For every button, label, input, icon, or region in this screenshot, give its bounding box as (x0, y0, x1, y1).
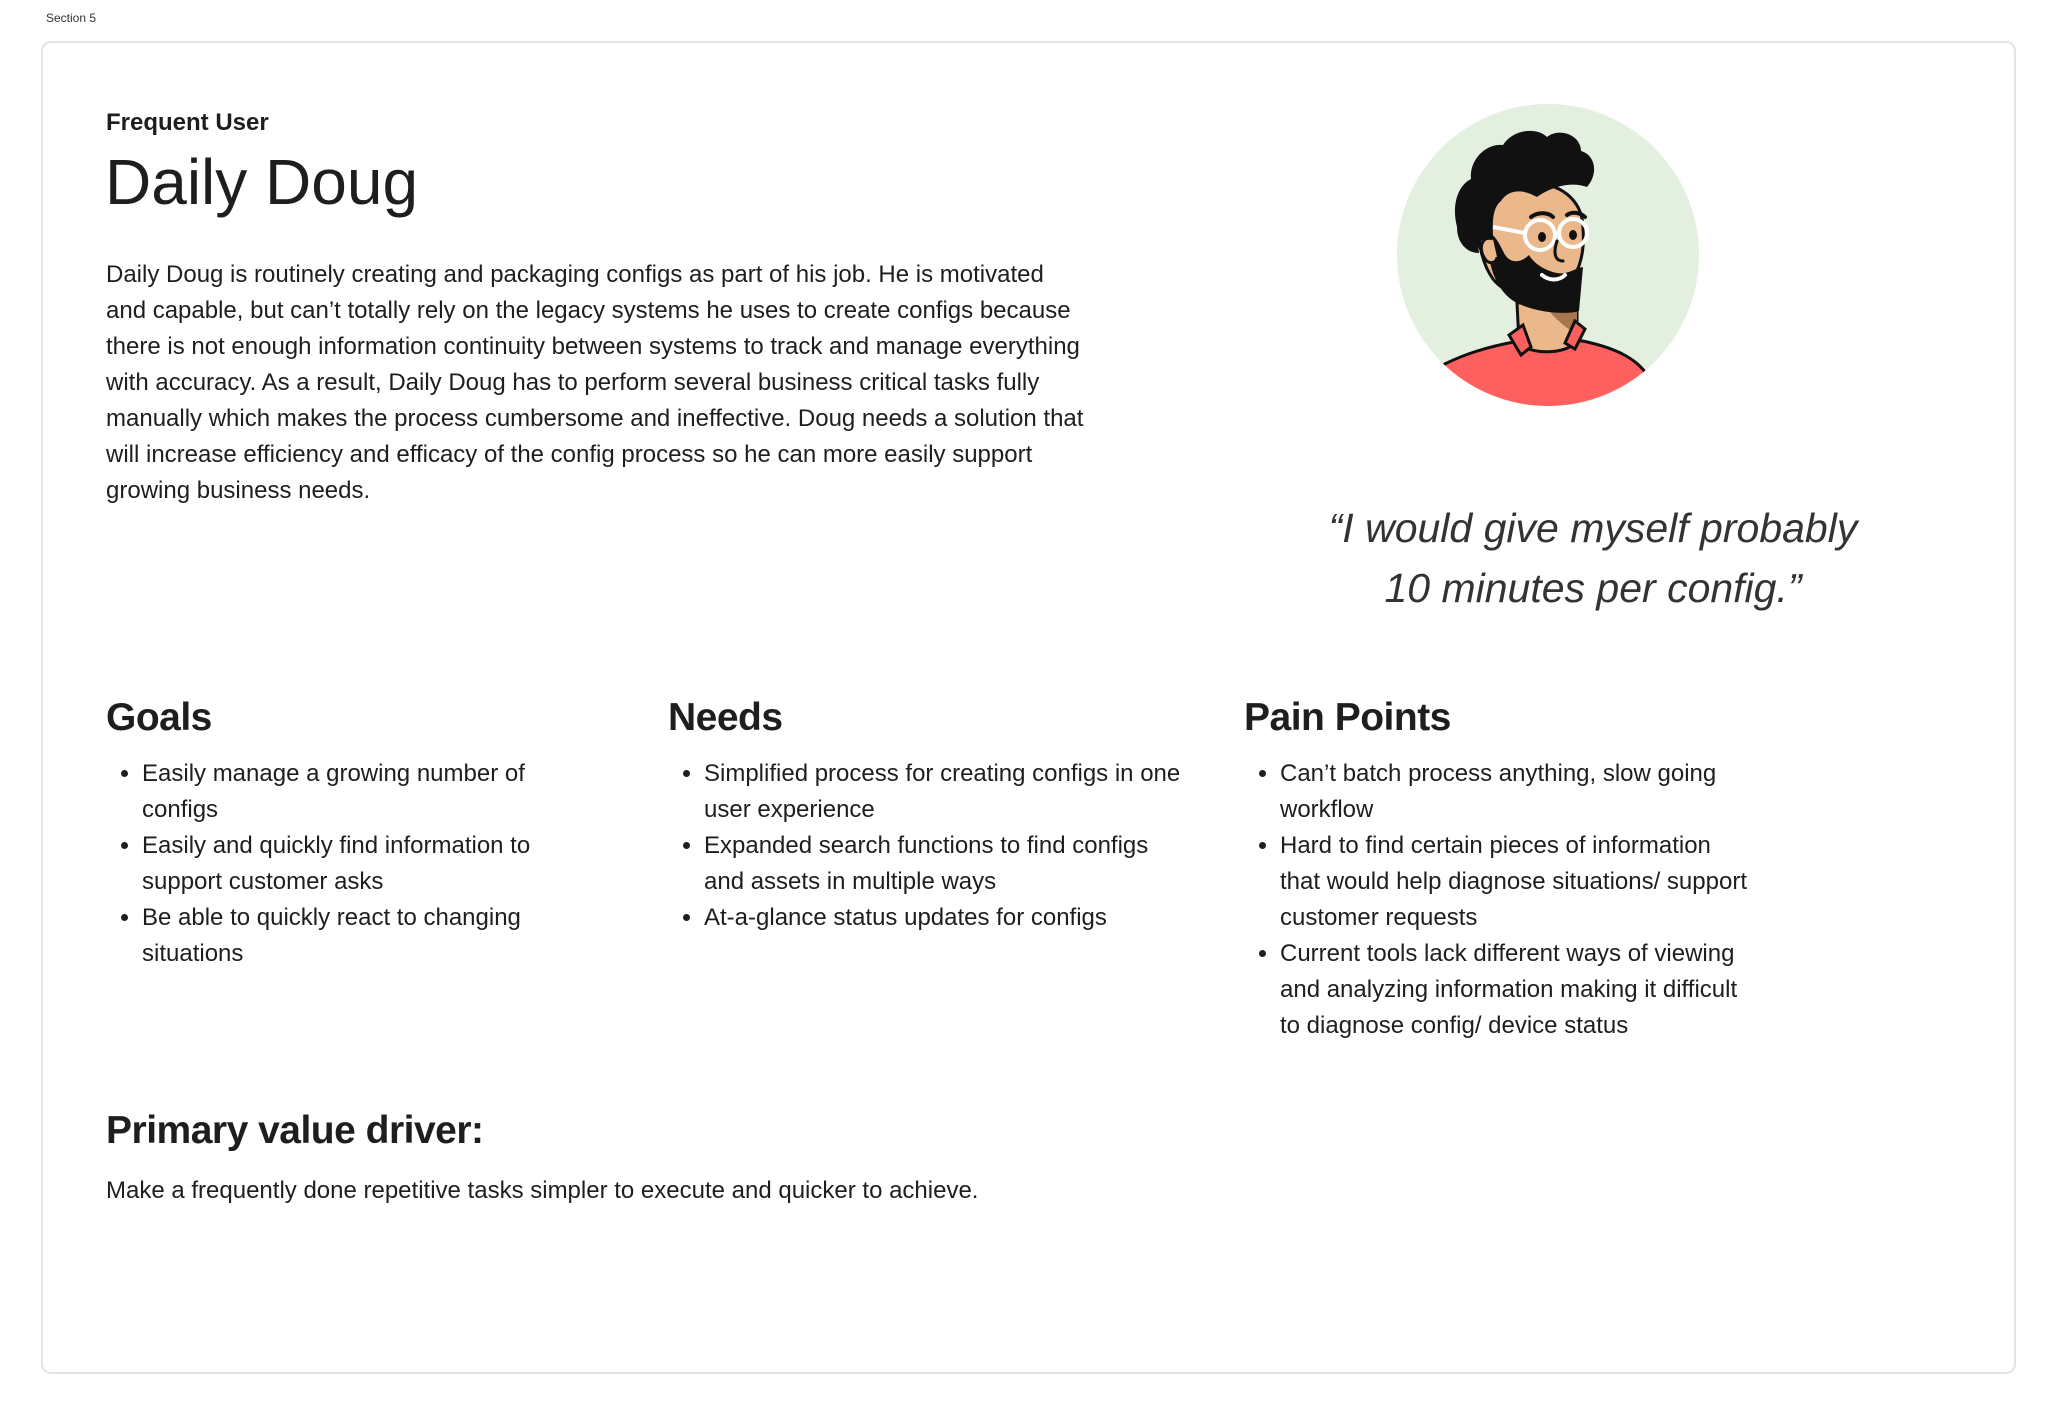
persona-description: Daily Doug is routinely creating and packaging configs as part of his job. He is motivated and capable, but can’t totally rely on the legacy systems he uses to create configs because there is not enough information continuity between systems to track and manage everything with accuracy. As a result, Daily Doug has to perform several business critical tasks fully manually which makes the process cumbersome and ineffective. Doug needs a solution that will increase efficiency and efficacy of the config process so he can more easily support growing business needs. (106, 261, 1084, 504)
pain-point-item: • Hard to find certain pieces of information that would help diagnose situations/ support customer requests (1280, 828, 1750, 936)
goal-item: • Be able to quickly react to changing situations (142, 900, 602, 972)
value-driver-text: Make a frequently done repetitive tasks simpler to execute and quicker to achieve. (106, 1177, 979, 1204)
goal-item: • Easily manage a growing number of configs (142, 756, 602, 828)
needs-list (668, 756, 1184, 936)
persona-type-label: Frequent User (106, 109, 269, 136)
persona-name: Daily Doug (105, 146, 419, 218)
value-driver-heading: Primary value driver: (106, 1109, 484, 1152)
pain-point-item: • Current tools lack different ways of viewing and analyzing information making it difficult to diagnose config/ device status (1280, 936, 1750, 1044)
need-item: • Simplified process for creating configs in one user experience (704, 756, 1184, 828)
need-item: • At-a-glance status updates for configs (704, 900, 1184, 936)
needs-heading: Needs (668, 696, 783, 739)
bearded-man-avatar-icon (1397, 103, 1699, 425)
goals-heading: Goals (106, 696, 212, 739)
pain-point-item: • Can’t batch process anything, slow going workflow (1280, 756, 1750, 828)
quote-line-2: 10 minutes per config.” (1384, 565, 1802, 611)
quote-line-1: “I would give myself probably (1328, 505, 1858, 551)
persona-quote (1223, 498, 1963, 618)
pain-points-heading: Pain Points (1244, 696, 1451, 739)
pain-points-list (1244, 756, 1750, 1044)
goals-list (106, 756, 602, 972)
section-label: Section 5 (46, 11, 97, 25)
need-item: • Expanded search functions to find configs and assets in multiple ways (704, 828, 1184, 900)
goal-item: • Easily and quickly find information to support customer asks (142, 828, 602, 900)
persona-card (41, 41, 2016, 1374)
